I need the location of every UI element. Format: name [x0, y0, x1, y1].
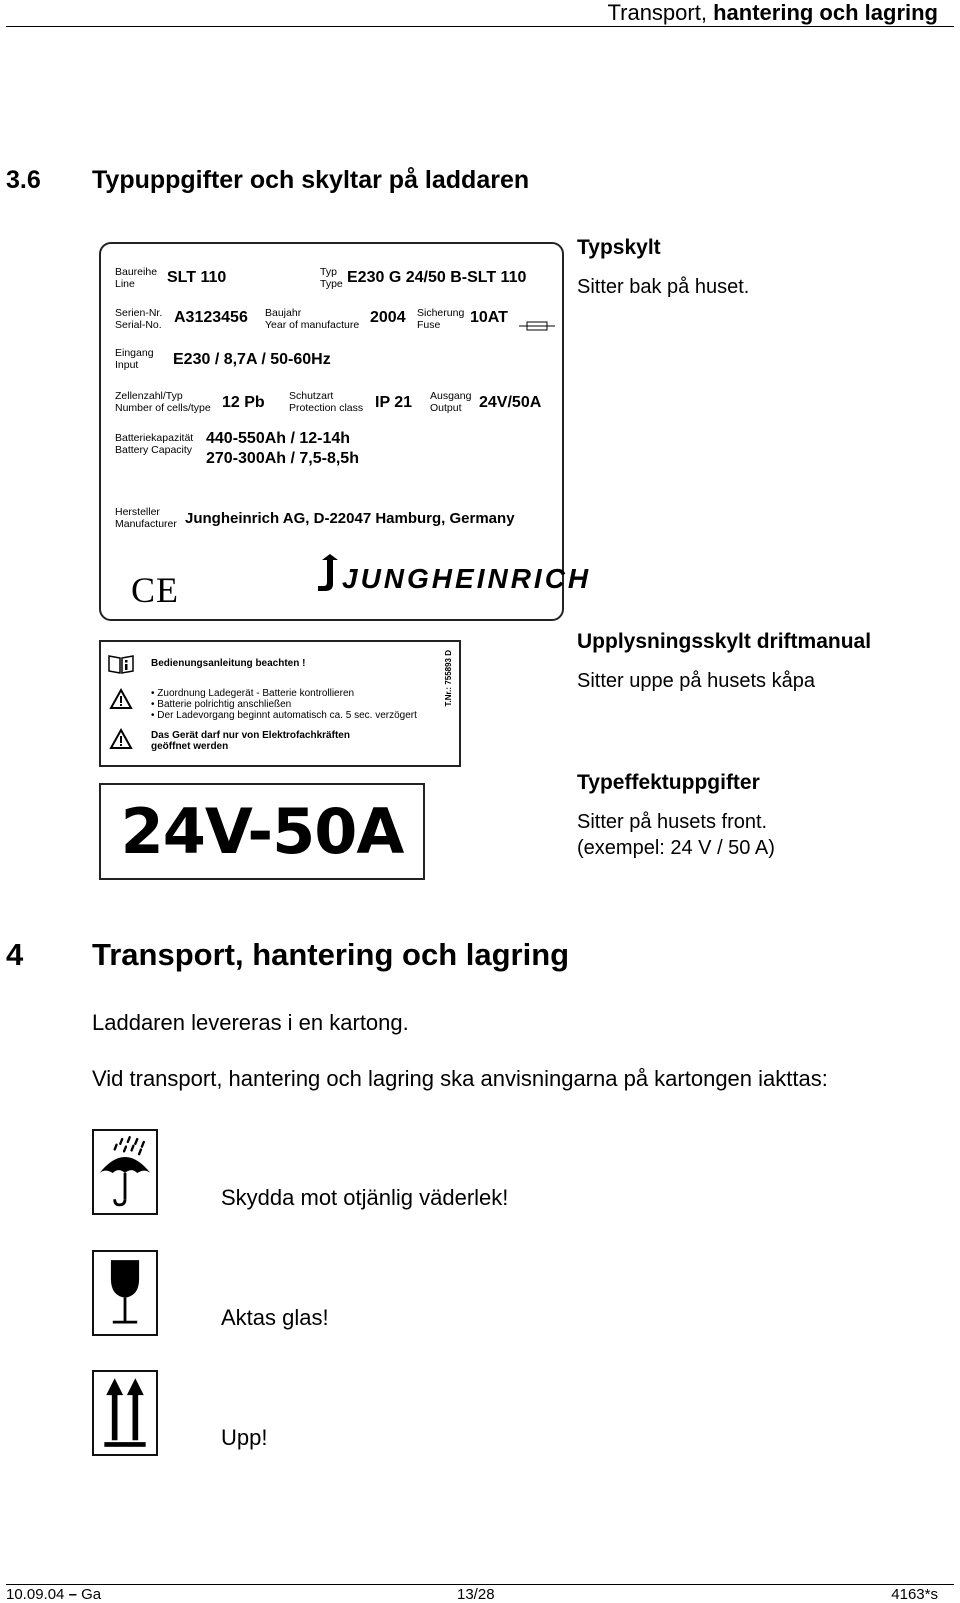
info-side-text: T.Nr.: 755893 D [444, 650, 453, 707]
glass-icon [94, 1252, 156, 1334]
manufacturer-label: Hersteller Manufacturer [115, 506, 177, 530]
capacity-value-2: 270-300Ah / 7,5-8,5h [206, 450, 359, 467]
pictogram-text-3: Upp! [221, 1425, 268, 1450]
typskylt-title: Typskylt [577, 236, 661, 259]
info-line-1: Bedienungsanleitung beachten ! [151, 658, 306, 669]
line-label: Baureihe Line [115, 266, 158, 290]
output-label: Ausgang Output [430, 390, 472, 414]
glass-pictogram [92, 1250, 158, 1336]
output-value: 24V/50A [479, 394, 542, 411]
rating-label [99, 783, 425, 880]
info-line-6: geöffnet werden [151, 741, 229, 752]
serial-value: A3123456 [174, 309, 248, 326]
section-title: Typuppgifter och skyltar på laddaren [92, 166, 530, 194]
footer-page: 13/28 [457, 1586, 495, 1603]
serial-label: Serien-Nr. Serial-No. [115, 307, 163, 331]
warning-icon [110, 729, 132, 749]
umbrella-icon [94, 1131, 156, 1213]
input-value: E230 / 8,7A / 50-60Hz [173, 351, 331, 368]
rating-text-1: Sitter på husets front. [577, 811, 768, 833]
type-value: E230 G 24/50 B-SLT 110 [347, 269, 527, 286]
section-number: 3.6 [6, 166, 41, 194]
pictogram-text-2: Aktas glas! [221, 1305, 329, 1330]
info-text: Sitter uppe på husets kåpa [577, 670, 815, 692]
cells-label: Zellenzahl/Typ Number of cells/type [115, 390, 211, 414]
pictogram-text-1: Skydda mot otjänlig väderlek! [221, 1185, 509, 1210]
header-rule [6, 26, 954, 27]
year-label: Baujahr Year of manufacture [265, 307, 360, 331]
typskylt-text: Sitter bak på huset. [577, 276, 750, 298]
section4-para-2: Vid transport, hantering och lagring ska anvisningarna på kartongen iakttas: [92, 1066, 828, 1091]
cells-value: 12 Pb [222, 394, 265, 411]
ce-mark: CE [131, 570, 180, 610]
rating-value: 24V-50A [120, 795, 404, 868]
fuse-value: 10AT [470, 309, 508, 326]
svg-text:JUNGHEINRICH: JUNGHEINRICH [342, 563, 592, 594]
line-value: SLT 110 [167, 269, 227, 286]
footer-rule [6, 1584, 954, 1585]
protection-value: IP 21 [375, 394, 413, 411]
manufacturer-value: Jungheinrich AG, D-22047 Hamburg, Germany [185, 510, 515, 527]
fuse-label: Sicherung Fuse [417, 307, 465, 331]
rating-title: Typeffektuppgifter [577, 771, 760, 794]
section4-number: 4 [6, 937, 24, 972]
up-pictogram [92, 1370, 158, 1456]
input-label: Eingang Input [115, 347, 154, 371]
section4-title: Transport, hantering och lagring [92, 937, 570, 972]
running-header [608, 0, 938, 26]
info-line-5: Das Gerät darf nur von Elektrofachkräften [151, 730, 350, 741]
type-label: Typ Type [320, 266, 343, 290]
capacity-label: Batteriekapazität Battery Capacity [115, 432, 194, 456]
section4-para-1: Laddaren levereras i en kartong. [92, 1010, 409, 1035]
info-line-4: • Der Ladevorgang beginnt automatisch ca. 5 sec. verzögert [151, 710, 417, 721]
up-arrows-icon [94, 1372, 156, 1454]
protection-label: Schutzart Protection class [289, 390, 364, 414]
running-header-bold: hantering och lagring [713, 0, 938, 25]
type-plate [99, 242, 592, 621]
footer-date: 10.09.04 – Ga [6, 1586, 102, 1603]
running-header-prefix: Transport, [607, 0, 707, 25]
umbrella-pictogram [92, 1129, 158, 1215]
jungheinrich-logo [316, 554, 592, 594]
footer-doc-number: 4163*s [891, 1586, 938, 1603]
info-line-2: • Zuordnung Ladegerät - Batterie kontrollieren [151, 688, 355, 699]
warning-icon [110, 689, 132, 709]
info-label [99, 640, 461, 767]
year-value: 2004 [370, 309, 406, 326]
info-line-3: • Batterie polrichtig anschließen [151, 699, 292, 710]
rating-text-2: (exempel: 24 V / 50 A) [577, 837, 775, 859]
capacity-value-1: 440-550Ah / 12-14h [206, 430, 351, 447]
fuse-icon [519, 320, 555, 332]
book-icon [108, 654, 134, 674]
info-title: Upplysningsskylt driftmanual [577, 630, 872, 653]
